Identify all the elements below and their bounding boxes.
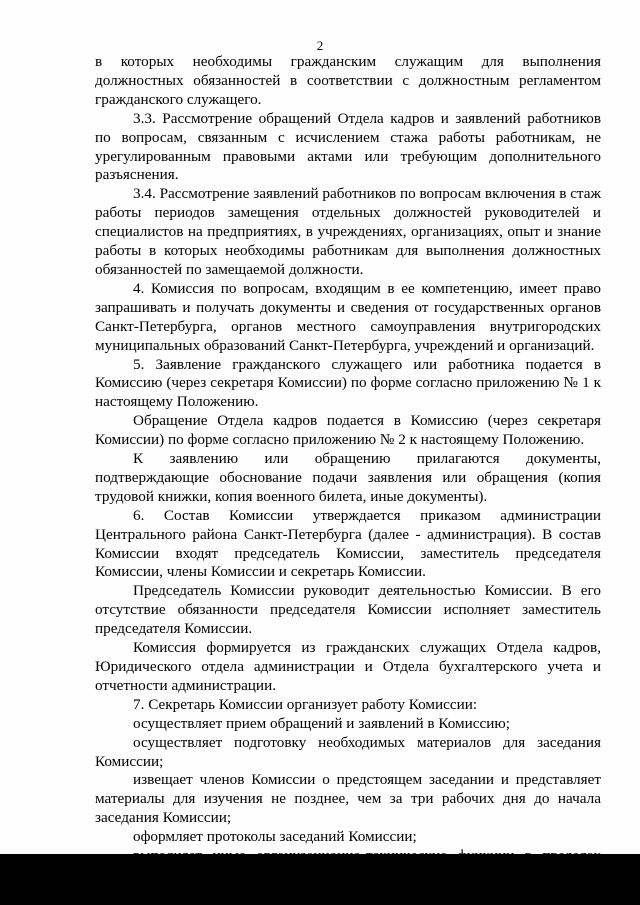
paragraph: Председатель Комиссии руководит деятельностью Комиссии. В его отсутствие обязанности председателя Комиссии исполняет заместитель председателя Комиссии. [95, 582, 601, 638]
paragraph: в которых необходимы гражданским служащим для выполнения должностных обязанностей в соответствии с должностным регламентом гражданского служащего. [95, 53, 601, 108]
paragraph: Обращение Отдела кадров подается в Комиссию (через секретаря Комиссии) по форме согласно приложению № 2 к настоящему Положению. [95, 412, 601, 449]
paragraph: 3.4. Рассмотрение заявлений работников по вопросам включения в стаж работы периодов замещения отдельных должностей руководителей и специалистов на предприятиях, в учреждениях, организациях, опыт и знание работы в которых необходимы работникам для выполнения должностных обязанностей по замещаемой должности. [95, 185, 601, 278]
scan-border-bottom [0, 854, 640, 905]
paragraph: Комиссия формируется из гражданских служащих Отдела кадров, Юридического отдела администрации и Отдела бухгалтерского учета и отчетности администрации. [95, 639, 601, 694]
paragraph: 4. Комиссия по вопросам, входящим в ее компетенцию, имеет право запрашивать и получать документы и сведения от государственных органов Санкт-Петербурга, органов местного самоуправления внутригородских муниципальных образований Санкт-Петербурга, учреждений и организаций. [95, 279, 601, 354]
paragraph: 7. Секретарь Комиссии организует работу Комиссии: [133, 695, 478, 713]
paragraph: 6. Состав Комиссии утверждается приказом администрации Центрального района Санкт-Петербурга (далее - администрация). В состав Комиссии входят председатель Комиссии, заместитель председателя Комиссии, члены Комиссии и секретарь Комиссии. [95, 506, 601, 581]
page-number: 2 [316, 38, 324, 53]
paragraph: извещает членов Комиссии о предстоящем заседании и представляет материалы для изучения не позднее, чем за три рабочих дня до начала заседания Комиссии; [95, 771, 601, 827]
paragraph: оформляет протоколы заседаний Комиссии; [133, 828, 417, 846]
paragraph: 3.3. Рассмотрение обращений Отдела кадров и заявлений работников по вопросам, связанным с исчислением стажа работы работникам, не урегулированным правовыми актами или требующим дополнительного разъяснения. [95, 109, 601, 184]
paragraph: осуществляет прием обращений и заявлений в Комиссию; [133, 714, 510, 732]
paragraph: 5. Заявление гражданского служащего или работника подается в Комиссию (через секретаря Комиссии) по форме согласно приложению № 1 к настоящему Положению. [95, 355, 601, 411]
paragraph: К заявлению или обращению прилагаются документы, подтверждающие обоснование подачи заявления или обращения (копия трудовой книжки, копия военного билета, иные документы). [95, 450, 601, 505]
paragraph: осуществляет подготовку необходимых материалов для заседания Комиссии; [95, 733, 601, 770]
document-body [95, 53, 601, 885]
